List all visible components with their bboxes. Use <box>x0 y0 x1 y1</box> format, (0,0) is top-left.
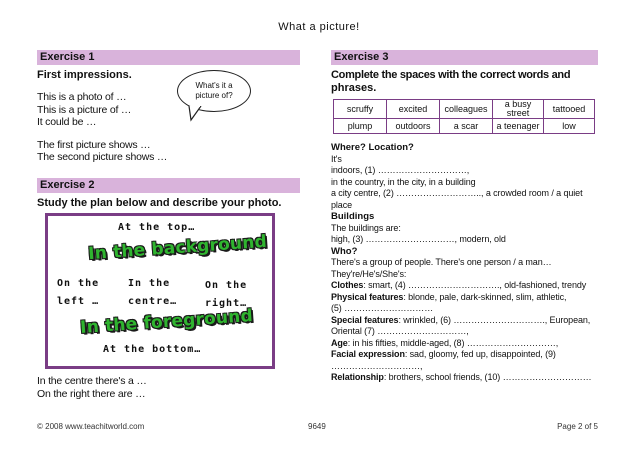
word-table <box>333 99 595 134</box>
footer-copyright: © 2008 www.teachitworld.com <box>37 422 145 431</box>
speech-bubble-tail-icon <box>187 106 207 122</box>
table-row <box>334 119 595 134</box>
facial-line: Facial expression: sad, gloomy, fed up, disappointed, (9) <box>331 349 556 359</box>
plan-right-label: On the right… <box>205 280 248 309</box>
table-cell: a teenager <box>493 119 544 134</box>
exercise-2-subheading: Study the plan below and describe your photo. <box>37 197 282 209</box>
table-cell: plump <box>334 119 387 134</box>
ex2-line: On the right there are … <box>37 387 146 400</box>
exercise-1-subheading: First impressions. <box>37 69 132 81</box>
table-cell: outdoors <box>387 119 440 134</box>
table-cell: excited <box>387 100 440 119</box>
ex1-line: The first picture shows … <box>37 138 151 151</box>
who-heading: Who? <box>331 245 358 257</box>
exercise-3-subheading: Complete the spaces with the correct words and <box>331 69 571 81</box>
table-cell: scruffy <box>334 100 387 119</box>
plan-foreground-label: In the foreground <box>79 305 254 339</box>
relationship-line: Relationship: brothers, school friends, (10) ………………………… <box>331 372 592 382</box>
right-column <box>331 50 598 384</box>
footer-code: 9649 <box>308 422 326 431</box>
facial-line: …………………………, <box>331 360 423 371</box>
plan-left-label: On the left … <box>57 278 100 307</box>
table-cell: colleagues <box>440 100 493 119</box>
plan-centre-label: In the centre… <box>128 278 178 307</box>
where-text: It's <box>331 153 342 164</box>
plan-top-label: At the top… <box>118 222 196 233</box>
who-text: There's a group of people. There's one person / a man… <box>331 257 552 267</box>
left-column <box>37 50 300 400</box>
ex1-line: It could be … <box>37 116 97 128</box>
table-cell: tattooed <box>544 100 595 119</box>
exercise-3-subheading: phrases. <box>331 82 377 94</box>
physical-line: Physical features: blonde, pale, dark-skinned, slim, athletic, <box>331 291 567 302</box>
plan-background-label: In the background <box>87 231 268 265</box>
table-cell: a busy street <box>493 100 544 119</box>
table-cell: low <box>544 119 595 134</box>
footer-page-number: Page 2 of 5 <box>557 422 598 431</box>
physical-line: (5) ………………………… <box>331 303 434 313</box>
page-title: What a picture! <box>278 21 360 33</box>
where-text: indoors, (1) …………………………, <box>331 165 470 175</box>
where-text: in the country, in the city, in a building <box>331 176 476 187</box>
ex1-line: This is a photo of … <box>37 91 127 103</box>
table-cell: a scar <box>440 119 493 134</box>
ex1-line: This is a picture of … <box>37 103 132 116</box>
buildings-text: The buildings are: <box>331 222 401 233</box>
where-heading: Where? Location? <box>331 142 414 153</box>
where-text: place <box>331 199 353 210</box>
buildings-text: high, (3) …………………………, modern, old <box>331 234 506 244</box>
special-line: Oriental (7) …………………………, <box>331 326 469 336</box>
exercise-1-heading: Exercise 1 <box>37 50 300 65</box>
photo-plan-box <box>45 213 275 369</box>
buildings-heading: Buildings <box>331 211 375 222</box>
bubble-text: picture of? <box>195 91 233 100</box>
where-text: a city centre, (2) ……………………….., a crowded room / a quiet <box>331 188 583 198</box>
who-text: They're/He's/She's: <box>331 268 407 279</box>
exercise-3-heading: Exercise 3 <box>331 50 598 65</box>
special-line: Special features: wrinkled, (6) …………………………., European, <box>331 314 591 325</box>
exercise-2-heading: Exercise 2 <box>37 178 300 193</box>
bubble-text: What's it a <box>195 81 233 90</box>
ex2-line: In the centre there's a … <box>37 375 147 387</box>
plan-bottom-label: At the bottom… <box>103 344 202 355</box>
clothes-line: Clothes: smart, (4) …………………………., old-fashioned, trendy <box>331 280 587 290</box>
table-row <box>334 100 595 119</box>
age-line: Age: in his fifties, middle-aged, (8) …………………………, <box>331 337 559 348</box>
ex1-line: The second picture shows … <box>37 151 168 163</box>
